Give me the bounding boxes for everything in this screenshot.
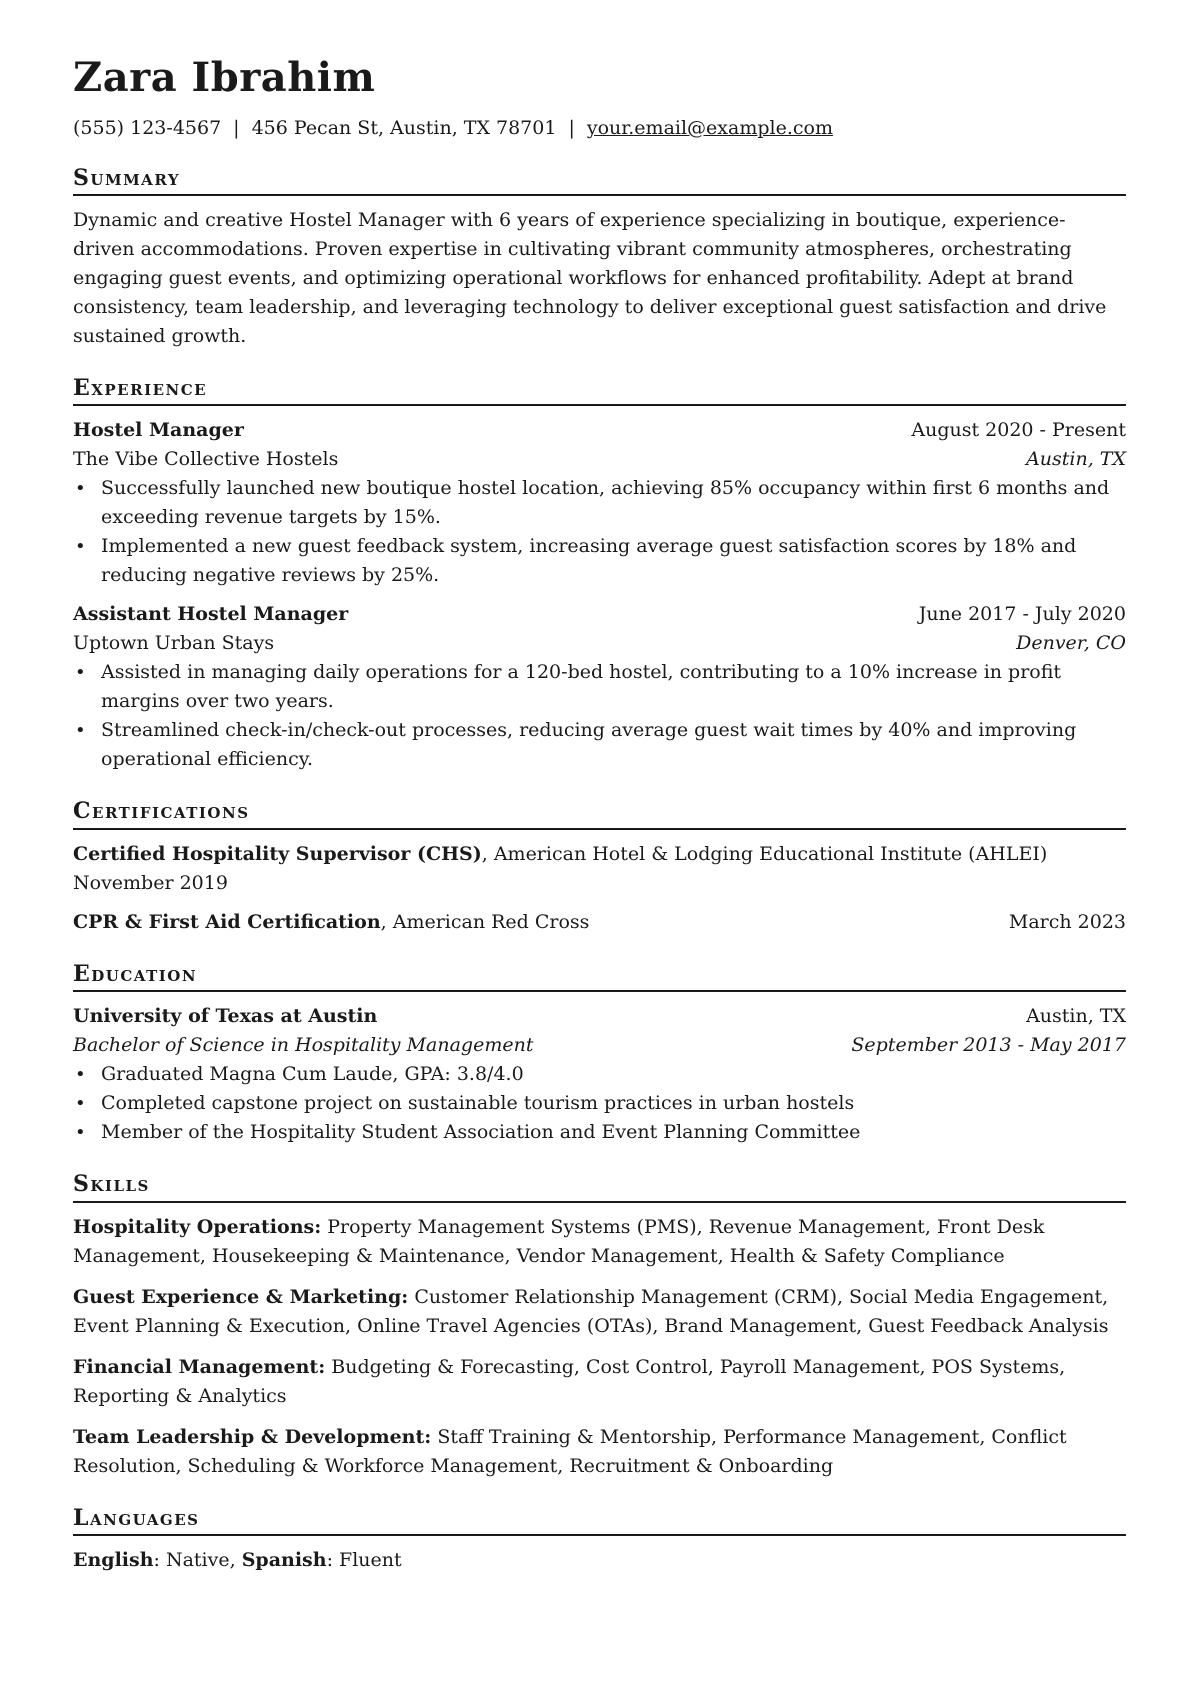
section-title-education: Education bbox=[73, 961, 1126, 992]
skill-group bbox=[73, 1423, 1126, 1481]
job-role: Hostel Manager bbox=[73, 419, 244, 442]
summary-text: Dynamic and creative Hostel Manager with 6 years of experience specializing in boutique, experience-driven accommodations. Proven expertise in cultivating vibrant community atmospheres, orchestrating engaging guest events, and optimizing operational workflows for enhanced profitability. Adept at brand consistency, team leadership, and leveraging technology to deliver exceptional guest satisfaction and drive sustained growth. bbox=[73, 209, 1107, 348]
school-name: University of Texas at Austin bbox=[73, 1005, 378, 1028]
job-dates: August 2020 - Present bbox=[911, 419, 1126, 442]
education-bullet: • Graduated Magna Cum Laude, GPA: 3.8/4.0 bbox=[101, 1060, 1126, 1089]
skill-label: Financial Management: bbox=[73, 1355, 326, 1378]
certification-item bbox=[73, 908, 1126, 937]
degree: Bachelor of Science in Hospitality Management bbox=[73, 1034, 534, 1057]
section-title-certifications: Certifications bbox=[73, 798, 1126, 829]
job-dates: June 2017 - July 2020 bbox=[918, 603, 1126, 626]
resume-page bbox=[73, 56, 1126, 1575]
section-title-languages: Languages bbox=[73, 1505, 1126, 1536]
cert-name: Certified Hospitality Supervisor (CHS) bbox=[73, 842, 482, 865]
certification-item bbox=[73, 840, 1126, 898]
education-dates: September 2013 - May 2017 bbox=[851, 1034, 1126, 1057]
skill-label: Hospitality Operations: bbox=[73, 1215, 322, 1238]
cert-date: November 2019 bbox=[73, 871, 228, 894]
job-role: Assistant Hostel Manager bbox=[73, 603, 349, 626]
job-entry bbox=[73, 416, 1126, 590]
skill-group bbox=[73, 1213, 1126, 1271]
skills-list bbox=[73, 1213, 1126, 1481]
address: 456 Pecan St, Austin, TX 78701 bbox=[251, 117, 557, 139]
section-title-skills: Skills bbox=[73, 1171, 1126, 1202]
job-company: The Vibe Collective Hostels bbox=[73, 448, 339, 471]
school-location: Austin, TX bbox=[1026, 1005, 1126, 1028]
language-level: : Native, bbox=[153, 1549, 242, 1572]
education-bullet: • Member of the Hospitality Student Association and Event Planning Committee bbox=[101, 1118, 1126, 1147]
section-title-experience: Experience bbox=[73, 375, 1126, 406]
phone: (555) 123-4567 bbox=[73, 117, 222, 139]
job-location: Denver, CO bbox=[1016, 632, 1126, 655]
job-location: Austin, TX bbox=[1026, 448, 1126, 471]
education-bullet: • Completed capstone project on sustainable tourism practices in urban hostels bbox=[101, 1089, 1126, 1118]
job-bullet: • Successfully launched new boutique hostel location, achieving 85% occupancy within first 6 months and exceeding revenue targets by 15%. bbox=[101, 474, 1126, 532]
contact-line bbox=[73, 116, 1126, 141]
section-title-summary: Summary bbox=[73, 165, 1126, 196]
job-bullet: • Streamlined check-in/check-out processes, reducing average guest wait times by 40% and improving operational efficiency. bbox=[101, 716, 1126, 774]
job-entry bbox=[73, 600, 1126, 774]
separator: | bbox=[568, 117, 575, 139]
skill-text: Budgeting & Forecasting, Cost Control, Payroll Management, POS Systems, Reporting & Analytics bbox=[73, 1355, 1066, 1407]
language-level: : Fluent bbox=[326, 1549, 402, 1572]
skill-group bbox=[73, 1283, 1126, 1341]
skill-text: Customer Relationship Management (CRM), Social Media Engagement, Event Planning & Execution, Online Travel Agencies (OTAs), Brand Management, Guest Feedback Analysis bbox=[73, 1285, 1109, 1337]
skill-group bbox=[73, 1353, 1126, 1411]
cert-date: March 2023 bbox=[1008, 910, 1126, 933]
language-name: English bbox=[73, 1549, 154, 1572]
job-bullet: • Assisted in managing daily operations for a 120-bed hostel, contributing to a 10% increase in profit margins over two years. bbox=[101, 658, 1126, 716]
languages-line bbox=[73, 1546, 1126, 1575]
cert-issuer: , American Red Cross bbox=[380, 910, 590, 933]
language-name: Spanish bbox=[241, 1549, 327, 1572]
candidate-name: Zara Ibrahim bbox=[73, 54, 376, 101]
education-entry bbox=[73, 1002, 1126, 1147]
job-company: Uptown Urban Stays bbox=[73, 632, 275, 655]
cert-name: CPR & First Aid Certification bbox=[73, 910, 381, 933]
skill-text: Property Management Systems (PMS), Revenue Management, Front Desk Management, Housekeeping & Maintenance, Vendor Management, Health & Safety Compliance bbox=[73, 1215, 1045, 1267]
separator: | bbox=[233, 117, 240, 139]
job-bullet: • Implemented a new guest feedback system, increasing average guest satisfaction scores by 18% and reducing negative reviews by 25%. bbox=[101, 532, 1126, 590]
skill-text: Staff Training & Mentorship, Performance Management, Conflict Resolution, Scheduling & Workforce Management, Recruitment & Onboarding bbox=[73, 1425, 1067, 1477]
skill-label: Guest Experience & Marketing: bbox=[73, 1285, 409, 1308]
email-link[interactable]: your.email@example.com bbox=[586, 117, 833, 139]
skill-label: Team Leadership & Development: bbox=[73, 1425, 432, 1448]
cert-issuer: , American Hotel & Lodging Educational Institute (AHLEI) bbox=[481, 842, 1048, 865]
